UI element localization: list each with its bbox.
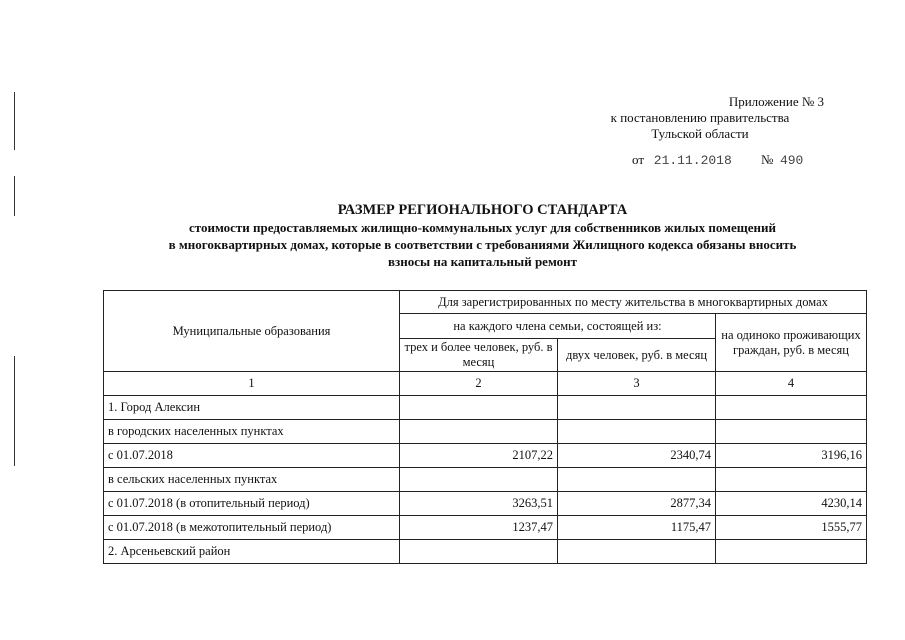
scan-edge-mark <box>14 176 15 216</box>
scan-edge-mark <box>14 356 15 466</box>
appendix-line: Тульской области <box>651 126 749 141</box>
value-two <box>558 540 716 564</box>
row-name: в городских населенных пунктах <box>104 420 400 444</box>
table-row <box>104 516 867 540</box>
standard-table <box>103 290 867 564</box>
table-row <box>104 492 867 516</box>
value-single: 1555,77 <box>716 516 867 540</box>
heading-line: в многоквартирных домах, которые в соответствии с требованиями Жилищного кодекса обязаны вносить <box>168 237 797 252</box>
table-row <box>104 540 867 564</box>
row-name: с 01.07.2018 (в межотопительный период) <box>104 516 400 540</box>
header-two: двух человек, руб. в месяц <box>558 339 716 372</box>
column-number: 3 <box>558 372 716 396</box>
header-three-plus: трех и более человек, руб. в месяц <box>400 339 558 372</box>
appendix-line: Приложение № 3 <box>728 94 824 109</box>
value-two <box>558 468 716 492</box>
value-single <box>716 540 867 564</box>
order-date: 21.11.2018 <box>653 153 732 168</box>
scan-edge-mark <box>14 92 15 150</box>
value-two: 1175,47 <box>558 516 716 540</box>
order-line <box>632 152 803 168</box>
table-row <box>104 468 867 492</box>
row-name: 1. Город Алексин <box>104 396 400 420</box>
column-number: 2 <box>400 372 558 396</box>
order-number: 490 <box>779 153 804 168</box>
header-registered: Для зарегистрированных по месту жительства в многоквартирных домах <box>400 291 867 314</box>
value-single: 3196,16 <box>716 444 867 468</box>
value-single <box>716 420 867 444</box>
column-number: 1 <box>104 372 400 396</box>
column-number: 4 <box>716 372 867 396</box>
row-name: 2. Арсеньевский район <box>104 540 400 564</box>
value-three-plus: 3263,51 <box>400 492 558 516</box>
value-three-plus <box>400 396 558 420</box>
heading-line: взносы на капитальный ремонт <box>387 254 577 269</box>
table-row <box>104 444 867 468</box>
value-three-plus <box>400 540 558 564</box>
value-two <box>558 420 716 444</box>
value-three-plus <box>400 468 558 492</box>
heading-line: стоимости предоставляемых жилищно-коммунальных услуг для собственников жилых помещений <box>188 220 777 235</box>
table-row <box>104 420 867 444</box>
value-single: 4230,14 <box>716 492 867 516</box>
row-name: с 01.07.2018 (в отопительный период) <box>104 492 400 516</box>
header-municipal: Муниципальные образования <box>104 291 400 372</box>
value-single <box>716 396 867 420</box>
value-single <box>716 468 867 492</box>
row-name: с 01.07.2018 <box>104 444 400 468</box>
order-number-sign: № <box>761 152 774 167</box>
value-three-plus <box>400 420 558 444</box>
appendix-line: к постановлению правительства <box>610 110 790 125</box>
header-per-member: на каждого члена семьи, состоящей из: <box>400 314 716 339</box>
value-three-plus: 2107,22 <box>400 444 558 468</box>
value-two: 2877,34 <box>558 492 716 516</box>
value-two <box>558 396 716 420</box>
header-single: на одиноко проживающих граждан, руб. в месяц <box>716 314 867 372</box>
row-name: в сельских населенных пунктах <box>104 468 400 492</box>
column-number-row <box>104 372 867 396</box>
document-title: РАЗМЕР РЕГИОНАЛЬНОГО СТАНДАРТА <box>337 202 628 218</box>
table-row <box>104 396 867 420</box>
value-two: 2340,74 <box>558 444 716 468</box>
appendix-block <box>560 94 840 142</box>
document-heading <box>100 202 865 270</box>
value-three-plus: 1237,47 <box>400 516 558 540</box>
order-prefix: от <box>632 152 645 167</box>
table-header-row <box>104 291 867 314</box>
